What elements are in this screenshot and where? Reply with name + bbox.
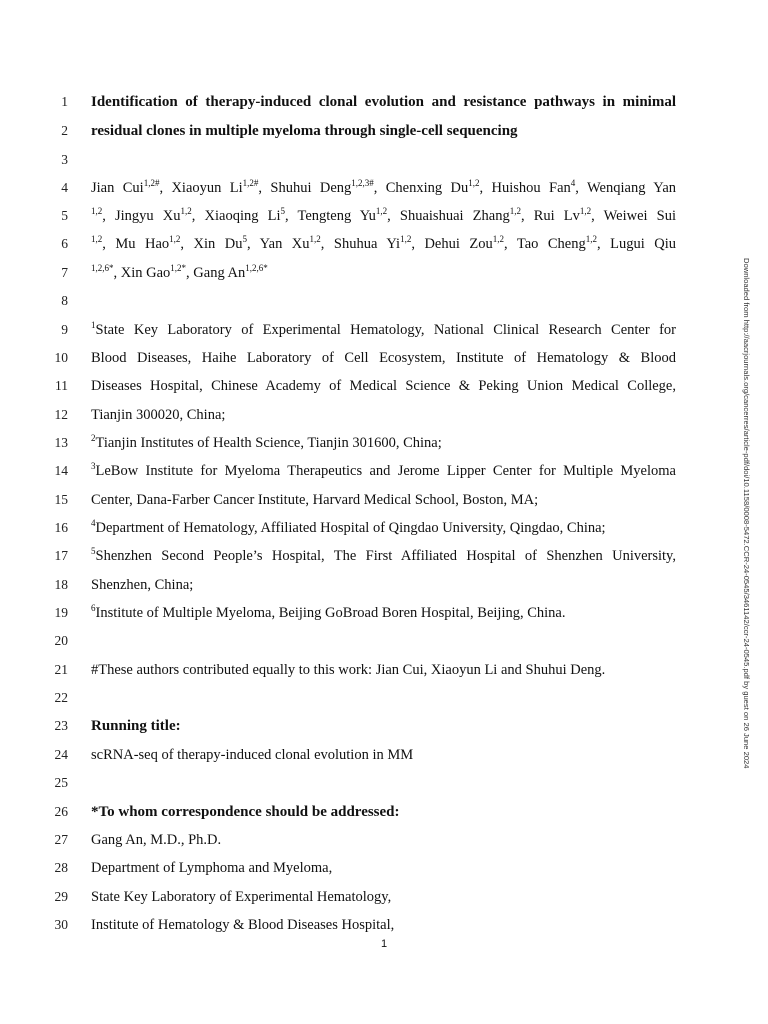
author-affiliation-sup: 4 (570, 178, 576, 188)
affiliation-line (91, 320, 676, 340)
download-watermark-text: Downloaded from http://aacrjournals.org/cancerres/article-pdf/doi/10.1158/0008-5472.CCR-24-0545/3461142/ccr-24-0545.pdf by guest on 26 June 2024 (742, 258, 751, 769)
page-number: 1 (380, 938, 388, 950)
line-number: 28 (54, 860, 68, 875)
author-affiliation-sup: 5 (242, 234, 248, 244)
line-number: 12 (54, 407, 68, 422)
line-number: 8 (61, 293, 68, 308)
author-line: $^{1,2}$, Mu Hao$^{1,2}$, Xin Du$^5$, Yan Xu$^{1,2}$, Shuhua Yi$^{1,2}$, Dehui Zou$^{1,2}$, Tao Cheng$^{1,2}$, Lugui Qiu (91, 234, 676, 252)
line-number: 10 (54, 350, 68, 365)
line-number: 21 (54, 662, 68, 677)
author-line: Jian Cui$^{1,2\#}$, Xiaoyun $Li^{1,2\#}$, Shuhui Deng$^{1,2,3\#}$, Chenxing Du$^{1,2}$, Huishou Fan$^4$, Wenqiang Yan (91, 178, 676, 196)
line-number: 5 (61, 208, 68, 223)
author-name: Xin Du (193, 236, 243, 252)
affiliation-text: Shenzhen Second People’s Hospital, The First Affiliated Hospital of Shenzhen University, (95, 548, 676, 564)
author-name: Yan Xu (259, 236, 310, 252)
line-number: 15 (54, 492, 68, 507)
author-name: Tao Cheng (516, 236, 586, 252)
line-number: 1 (61, 94, 68, 109)
affiliation-line (91, 433, 676, 453)
download-watermark (740, 258, 754, 768)
line-number: 25 (54, 775, 68, 790)
running-title-heading: Running title: (91, 718, 181, 734)
line-number: 4 (61, 180, 68, 195)
author-affiliation-sup: 1,2 (169, 234, 181, 244)
author-name: Jian Cui (91, 180, 144, 196)
affiliation-sup: 1 (91, 320, 96, 330)
affiliation-sup: 2 (91, 433, 96, 443)
author-line: $^{1,2}$, Jingyu Xu$^{1,2}$, Xiaoqing Li$^5$, Tengteng Yu$^{1,2}$, Shuaishuai Zhang$^{1,2}$, Rui Lv$^{1,2}$, Weiwei Sui (91, 206, 676, 224)
correspondence-line: Institute of Hematology & Blood Diseases Hospital, (91, 917, 395, 933)
affiliation-text: Institute of Multiple Myeloma, Beijing GoBroad Boren Hospital, Beijing, China. (95, 605, 566, 621)
paper-title-line-2: residual clones in multiple myeloma through single-cell sequencing (91, 123, 518, 139)
author-line: $^{1,2,6*}$, Xin Gao$^{1,2*}$, Gang $An^{1,2,6*}$ (91, 263, 268, 281)
author-name: Dehui Zou (424, 236, 493, 252)
affiliation-line: Diseases Hospital, Chinese Academy of Medical Science & Peking Union Medical College, (91, 378, 676, 394)
author-name: Rui Lv (533, 208, 580, 224)
equal-contribution-note: #These authors contributed equally to this work: Jian Cui, Xiaoyun Li and Shuhui Deng. (91, 662, 606, 678)
line-number: 16 (54, 520, 68, 535)
author-affiliation-sup: 1,2 (91, 234, 103, 244)
correspondence-line: State Key Laboratory of Experimental Hematology, (91, 889, 392, 905)
line-number: 3 (61, 152, 68, 167)
author-affiliation-sup: 1,2 (585, 234, 597, 244)
author-affiliation-sup: 1,2 (492, 234, 504, 244)
author-name: Shuhui Deng (270, 180, 352, 196)
author-affiliation-sup: 1,2 (180, 206, 192, 216)
author-affiliation-sup: 1,2 (468, 178, 480, 188)
author-affiliation-sup: 1,2,3# (351, 178, 374, 188)
line-number: 14 (54, 463, 68, 478)
author-affiliation-sup: 1,2 (91, 206, 103, 216)
author-name: Shuaishuai Zhang (399, 208, 510, 224)
correspondence-line: Department of Lymphoma and Myeloma, (91, 860, 333, 876)
running-title-text: scRNA-seq of therapy-induced clonal evolution in MM (91, 747, 414, 763)
author-name: Huishou Fan (491, 180, 571, 196)
affiliation-text: LeBow Institute for Myeloma Therapeutics and Jerome Lipper Center for Multiple Myeloma (95, 463, 676, 479)
author-affiliation-sup: 1,2 (509, 206, 521, 216)
affiliation-line (91, 518, 676, 538)
line-number: 11 (55, 378, 68, 393)
line-number: 20 (54, 633, 68, 648)
author-name: Gang An (193, 265, 246, 281)
correspondence-line: Gang An, M.D., Ph.D. (91, 832, 222, 848)
author-affiliation-sup: 1,2,6* (91, 263, 114, 273)
author-affiliation-sup: 1,2# (143, 178, 160, 188)
author-name: Xin Gao (120, 265, 171, 281)
author-name: Lugui Qiu (610, 236, 676, 252)
affiliation-line: Tianjin 300020, China; (91, 407, 226, 423)
author-affiliation-sup: 1,2,6* (245, 263, 268, 273)
author-affiliation-sup: 1,2* (170, 263, 187, 273)
author-name: Xiaoqing Li (204, 208, 281, 224)
line-number: 18 (54, 577, 68, 592)
line-number: 19 (54, 605, 68, 620)
author-name: Tengteng Yu (297, 208, 376, 224)
author-name: Shuhua Yi (333, 236, 401, 252)
author-name: Chenxing Du (385, 180, 469, 196)
line-number: 13 (54, 435, 68, 450)
paper-title-line-1: Identification of therapy-induced clonal evolution and resistance pathways in minimal (91, 94, 676, 110)
line-number: 24 (54, 747, 68, 762)
author-name: Xiaoyun Li (171, 180, 243, 196)
author-affiliation-sup: 5 (280, 206, 285, 216)
affiliation-text: Department of Hematology, Affiliated Hospital of Qingdao University, Qingdao, China; (95, 520, 606, 536)
affiliation-sup: 4 (91, 518, 96, 528)
affiliation-line: Shenzhen, China; (91, 577, 194, 593)
author-affiliation-sup: 1,2 (375, 206, 388, 216)
line-number: 23 (54, 718, 68, 733)
affiliation-line: Blood Diseases, Haihe Laboratory of Cell Ecosystem, Institute of Hematology & Blood (91, 350, 676, 366)
line-number: 17 (54, 548, 68, 563)
author-name: Wenqiang Yan (587, 180, 676, 196)
affiliation-text: State Key Laboratory of Experimental Hematology, National Clinical Research Center for (95, 322, 676, 338)
line-number: 2 (61, 123, 68, 138)
affiliation-line: Center, Dana-Farber Cancer Institute, Harvard Medical School, Boston, MA; (91, 492, 539, 508)
line-number: 6 (61, 236, 68, 251)
author-affiliation-sup: 1,2 (579, 206, 592, 216)
affiliation-line (91, 603, 676, 623)
line-number: 30 (54, 917, 68, 932)
line-number: 26 (54, 804, 68, 819)
author-affiliation-sup: 1,2 (400, 234, 412, 244)
affiliation-sup: 6 (91, 603, 96, 613)
correspondence-heading: *To whom correspondence should be addressed: (91, 804, 400, 820)
author-name: Mu Hao (115, 236, 170, 252)
author-affiliation-sup: 1,2# (242, 178, 259, 188)
affiliation-sup: 5 (91, 546, 96, 556)
author-name: Jingyu Xu (115, 208, 181, 224)
affiliation-text: Tianjin Institutes of Health Science, Tianjin 301600, China; (95, 435, 442, 451)
affiliation-sup: 3 (91, 461, 96, 471)
affiliation-line (91, 546, 676, 566)
author-name: Weiwei Sui (603, 208, 676, 224)
line-number: 9 (61, 322, 68, 337)
line-number: 22 (54, 690, 68, 705)
line-number: 27 (54, 832, 68, 847)
affiliation-line (91, 461, 676, 481)
line-number: 29 (54, 889, 68, 904)
line-number: 7 (61, 265, 68, 280)
author-affiliation-sup: 1,2 (309, 234, 321, 244)
